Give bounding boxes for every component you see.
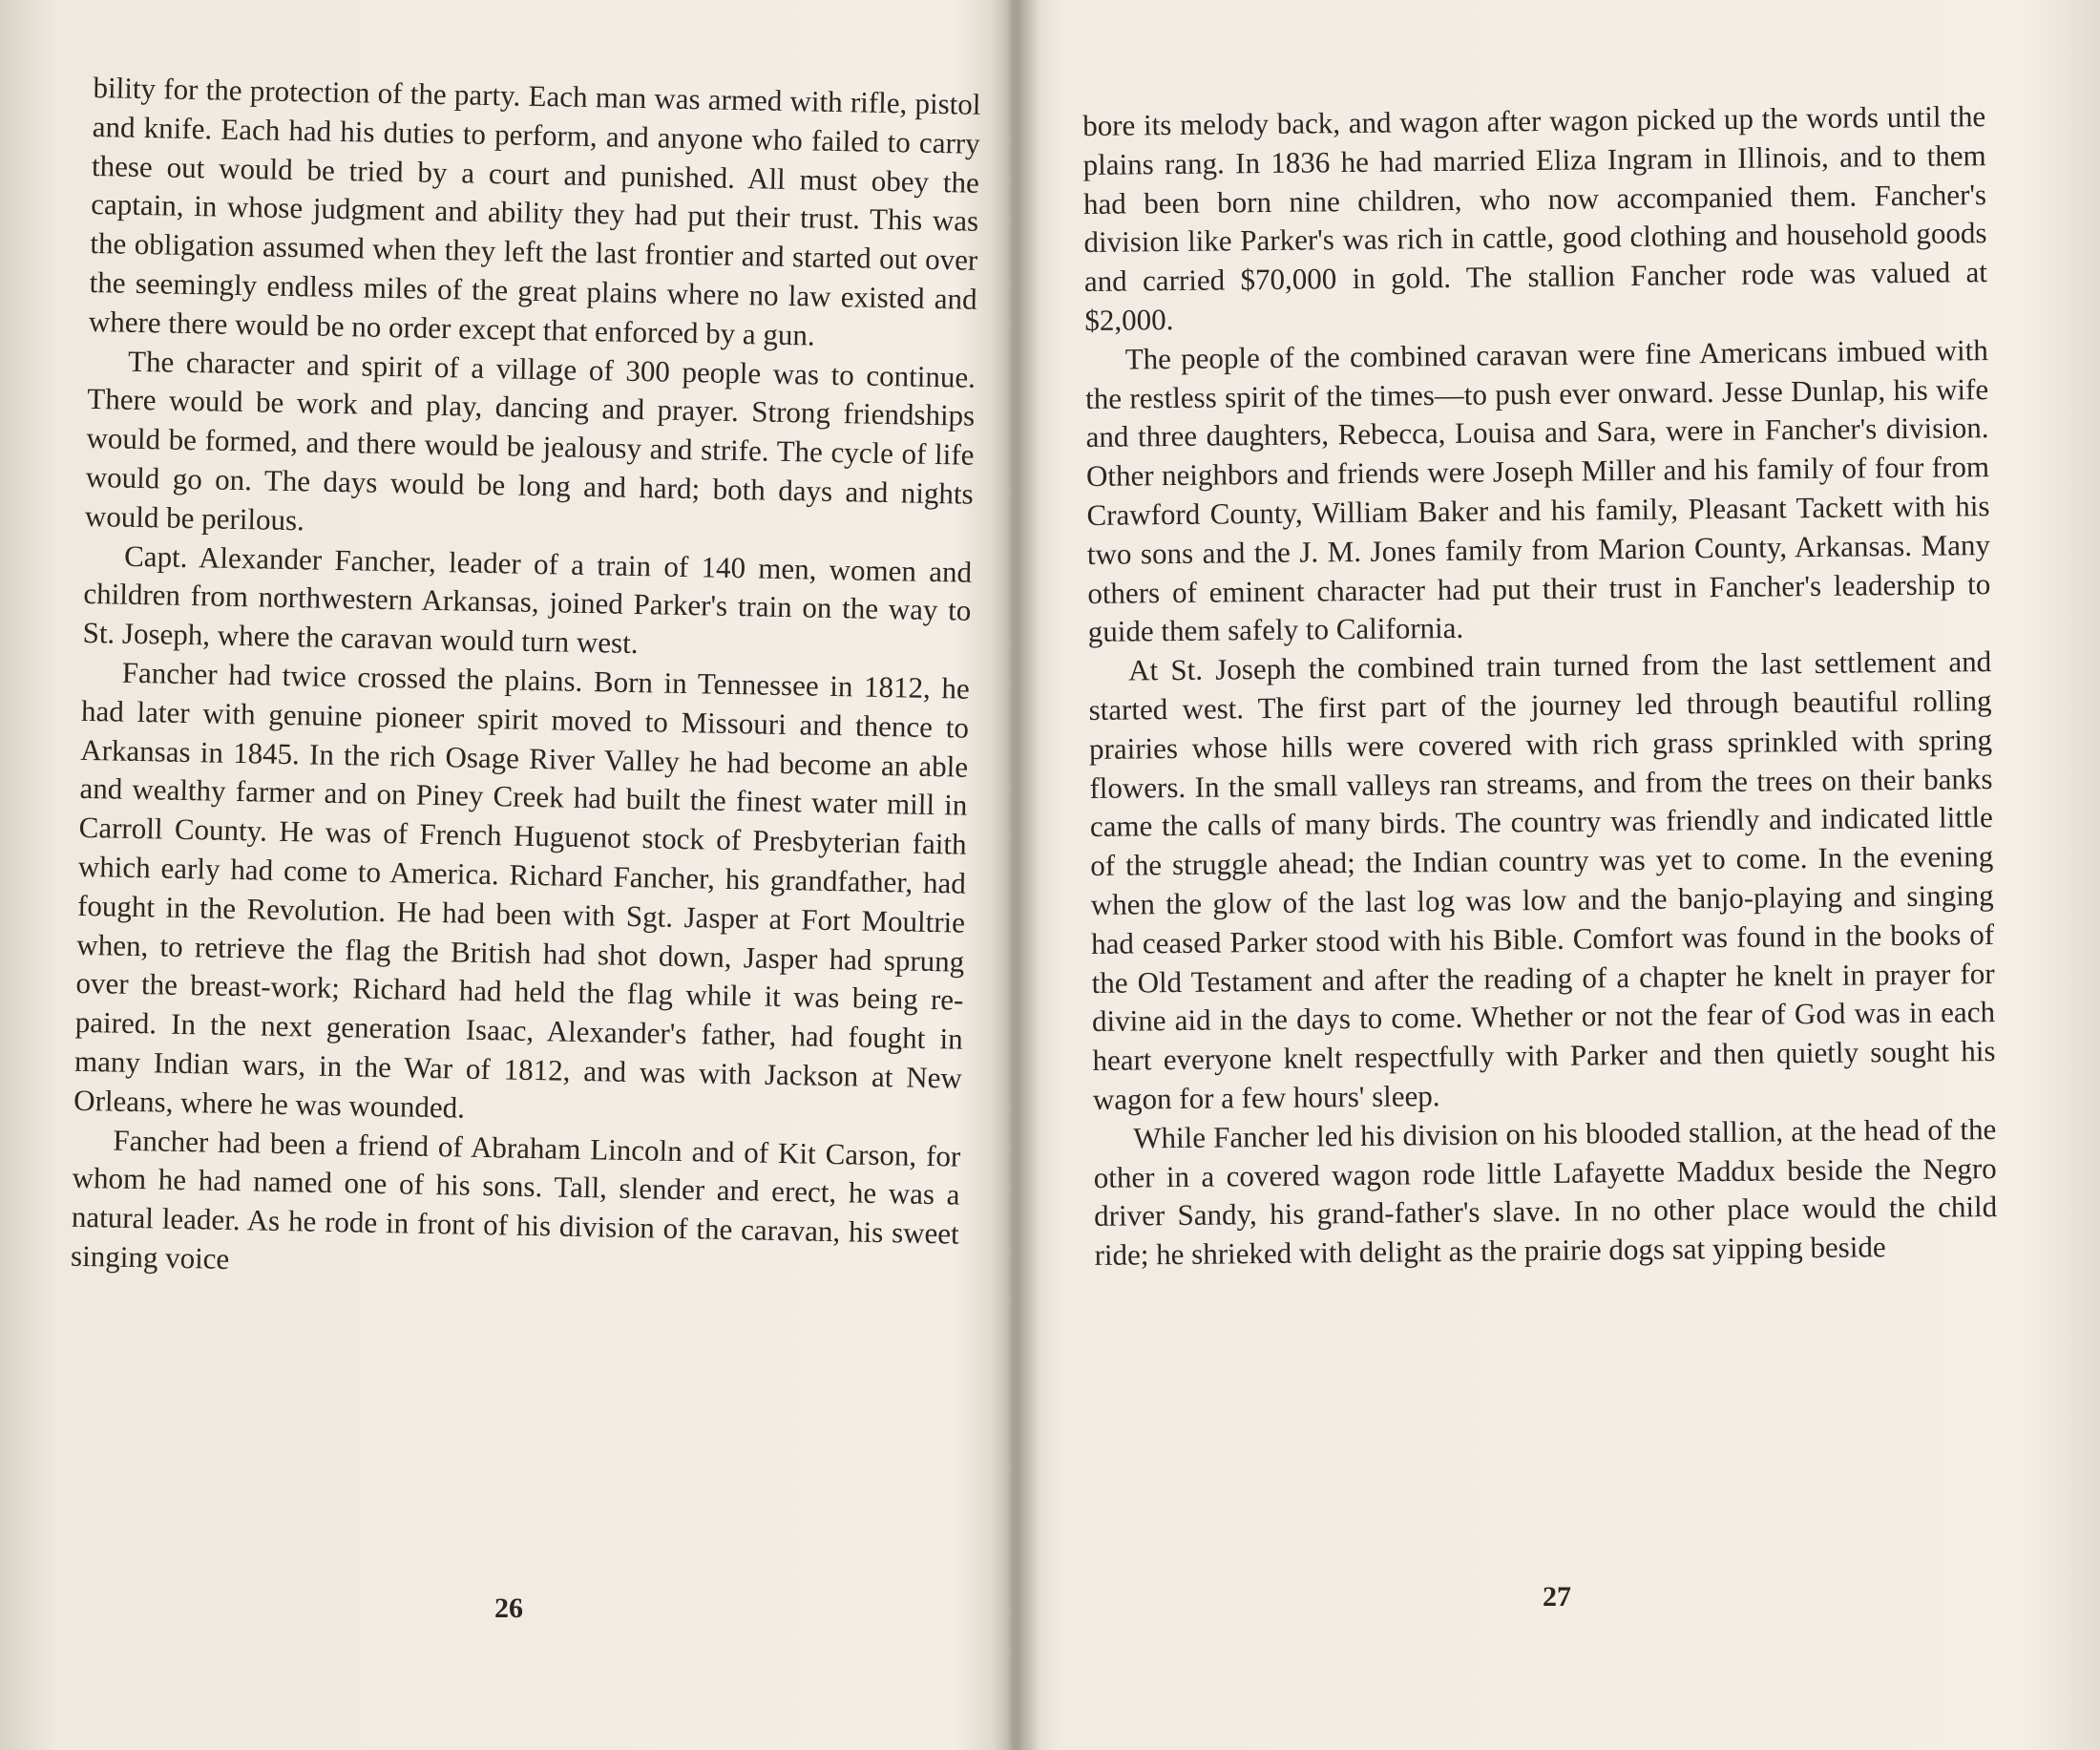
left-paragraph-4: Fancher had twice crossed the plains. Born in Tennessee in 1812, he had later with genuine pioneer spirit moved to Missouri and thence to Arkansas in 1845. In the rich Osage River Valley he had become an able and wealthy farmer and on Piney Creek had built the finest water mill in Carroll County. He was of French Huguenot stock of Presbyterian faith which early had come to America. Richard Fancher, his grandfather, had fought in the Revolution. He had been with Sgt. Jasper at Fort Moultrie when, to retrieve the flag the British had shot down, Jasper had sprung over the breast-work; Richard had held the flag while it was being re-paired. In the next generation Isaac, Alexander's father, had fought in many Indian wars, in the War of 1812, and was with Jackson at New Orleans, where he was wounded. [73, 655, 971, 1125]
right-paragraph-2: The people of the combined caravan were fine Americans imbued with the restless spirit of the times—to push ever onward. Jesse Dunlap, his wife and three daughters, Rebecca, Louisa and Sara, were in Fancher's division. Other neighbors and friends were Joseph Miller and his family of four from Crawford County, William Baker and his family, Pleasant Tackett with his two sons and the J. M. Jones family from Marion County, Arkansas. Many others of eminent character had put their trust in Fancher's leadership to guide them safely to California. [1085, 332, 1991, 649]
left-paragraph-5: Fancher had been a friend of Abraham Lincoln and of Kit Carson, for whom he had named one of his sons. Tall, slender and erect, he was a natural leader. As he rode in front of his division of the caravan, his sweet singing voice [70, 1123, 961, 1276]
right-page-number: 27 [1543, 1581, 1571, 1613]
right-page-body [1082, 97, 1998, 1276]
right-paragraph-3: At St. Joseph the combined train turned from the last settlement and started west. The first part of the journey led through beautiful rolling prairies whose hills were covered with rich grass sprinkled with spring flowers. In the small valleys ran streams, and from the trees on their banks came the calls of many birds. The country was friendly and indicated little of the struggle ahead; the Indian country was yet to come. In the evening when the glow of the last log was low and the banjo-playing and singing had ceased Parker stood with his Bible. Comfort was found in the books of the Old Testament and after the reading of a chapter he knelt in prayer for divine aid in the days to come. Whether or not the fear of God was in each heart everyone knelt respectfully with Parker and then quietly sought his wagon for a few hours' sleep. [1088, 644, 1996, 1116]
left-paragraph-2: The character and spirit of a village of 300 people was to continue. There would be work and play, dancing and prayer. Strong friendships would be formed, and there would be jealousy and strife. The cycle of life would go on. The days would be long and hard; both days and nights would be perilous. [84, 344, 976, 538]
left-paragraph-3: Capt. Alexander Fancher, leader of a train of 140 men, women and children from northwestern Arkansas, joined Parker's train on the way to St. Joseph, where the caravan would turn west. [82, 538, 973, 661]
left-page [0, 0, 1012, 1750]
right-paragraph-4: While Fancher led his division on his blooded stallion, at the head of the other in a covered wagon rode little Lafayette Maddux beside the Negro driver Sandy, his grand-father's slave. In no other place would the child ride; he shrieked with delight as the prairie dogs sat yipping beside [1093, 1111, 1998, 1273]
right-page [1018, 0, 2100, 1750]
left-page-number: 26 [494, 1592, 523, 1624]
left-paragraph-1: bility for the protection of the party. Each man was armed with rifle, pistol and knife. Each had his duties to perform, and anyone who failed to carry these out would be tried by a court and punished. All must obey the captain, in whose judgment and ability they had put their trust. This was the obligation assumed when they left the last frontier and started out over the seemingly endless miles of the great plains where no law existed and where there would be no order except that enforced by a gun. [88, 70, 981, 352]
left-page-body [71, 69, 981, 1293]
right-paragraph-1: bore its melody back, and wagon after wagon picked up the words until the plains rang. In 1836 he had married Eliza Ingram in Illinois, and to them had been born nine children, who now accompanied them. Fancher's division like Parker's was rich in cattle, good clothing and household goods and carried $70,000 in gold. The stallion Fancher rode was valued at $2,000. [1082, 99, 1988, 337]
